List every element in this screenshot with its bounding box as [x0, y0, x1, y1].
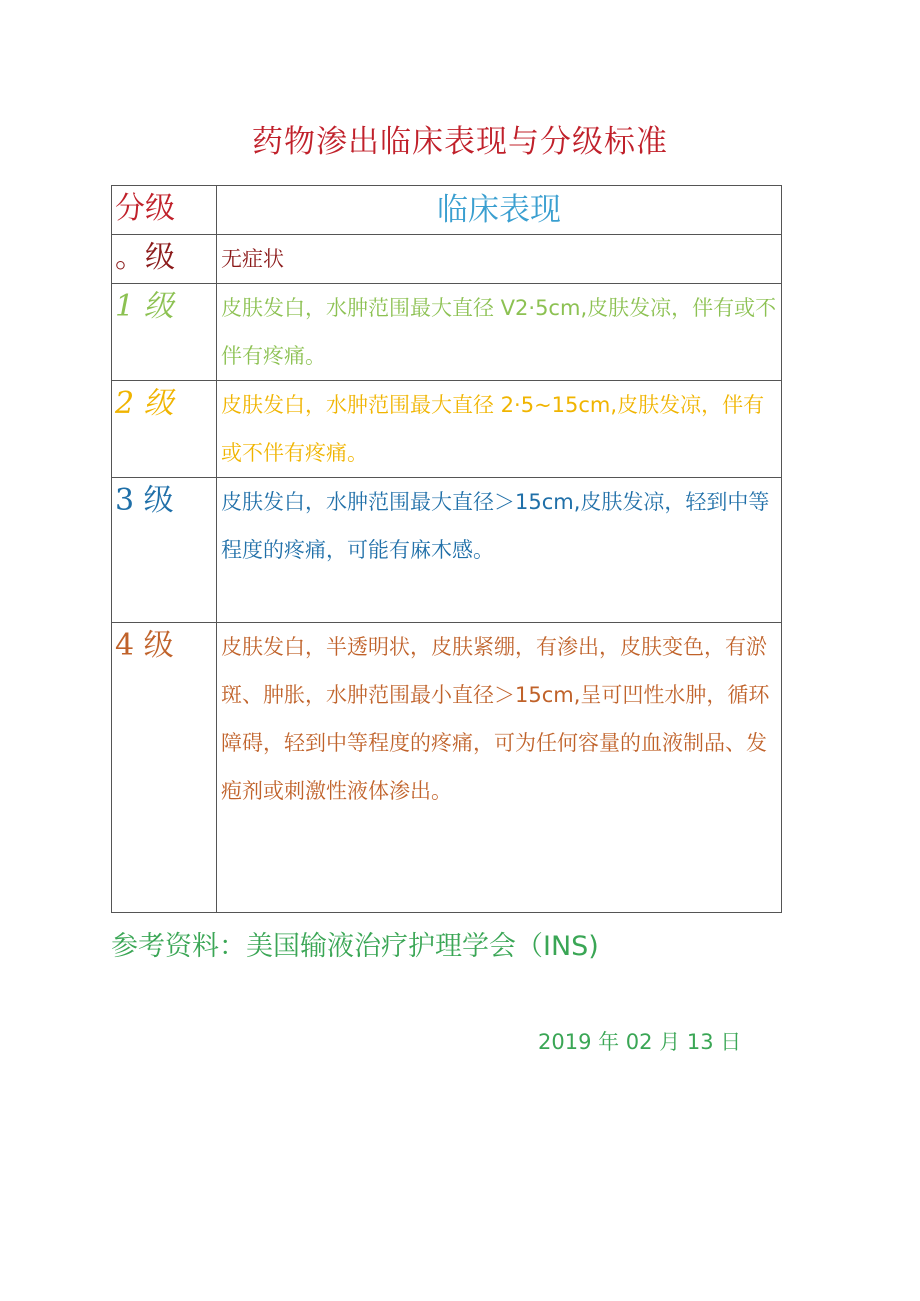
header-grade: 分级 [112, 186, 217, 235]
table-row [112, 235, 782, 284]
grade-cell: 1 级 [112, 284, 217, 381]
grade-cell: 4 级 [112, 623, 217, 913]
document-date: 2019 年 02 月 13 日 [538, 1030, 742, 1054]
description-cell: 皮肤发白，半透明状，皮肤紧绷，有渗出，皮肤变色，有淤斑、肿胀，水肿范围最小直径＞15cm,呈可凹性水肿，循环障碍，轻到中等程度的疼痛，可为任何容量的血液制品、发疱剂或刺激性液体渗出。 [217, 623, 782, 913]
grade-cell: 2 级 [112, 381, 217, 478]
page-title: 药物渗出临床表现与分级标准 [252, 124, 668, 160]
table-row [112, 623, 782, 913]
description-cell: 皮肤发白，水肿范围最大直径 2·5~15cm,皮肤发凉，伴有或不伴有疼痛。 [217, 381, 782, 478]
description-cell: 皮肤发白，水肿范围最大直径 V2·5cm,皮肤发凉，伴有或不伴有疼痛。 [217, 284, 782, 381]
table-row [112, 284, 782, 381]
grade-cell: 3 级 [112, 478, 217, 623]
table-header-row [112, 186, 782, 235]
grading-table [111, 185, 782, 913]
reference-source: 参考资料：美国输液治疗护理学会（INS) [111, 931, 599, 962]
grade-cell: 。级 [112, 235, 217, 284]
table-row [112, 381, 782, 478]
description-cell: 皮肤发白，水肿范围最大直径＞15cm,皮肤发凉，轻到中等程度的疼痛，可能有麻木感。 [217, 478, 782, 623]
table-row [112, 478, 782, 623]
header-description: 临床表现 [217, 186, 782, 235]
description-cell: 无症状 [217, 235, 782, 284]
